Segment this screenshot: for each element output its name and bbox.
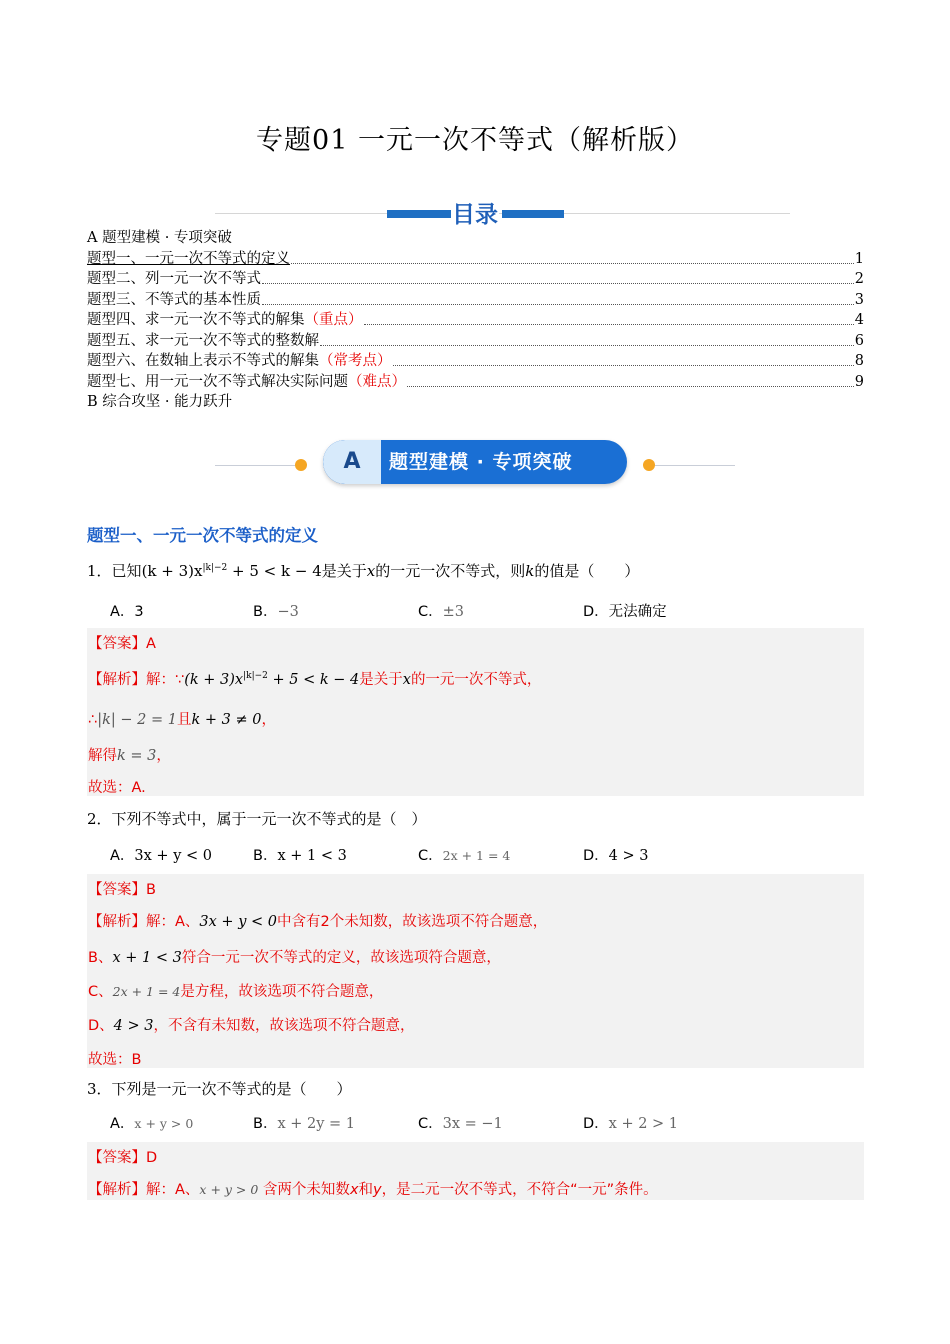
toc-section-a[interactable]: A 题型建模 · 专项突破: [87, 230, 232, 246]
page-title: 专题01 一元一次不等式（解析版）: [256, 125, 694, 156]
banner-dot-left: [295, 459, 307, 471]
banner-dot-right: [643, 459, 655, 471]
q2-answer-box: [87, 874, 864, 1068]
toc-item[interactable]: 题型二、列一元一次不等式 2: [87, 271, 864, 287]
toc-heading-label: 目录: [451, 196, 499, 229]
toc-leader: [291, 249, 854, 264]
question-2: 2．下列不等式中，属于一元一次不等式的是（ ）: [87, 810, 427, 828]
toc-leader: [262, 269, 854, 284]
banner-text: 题型建模 · 专项突破: [389, 451, 573, 473]
question-3: 3．下列是一元一次不等式的是（ ）: [87, 1080, 352, 1098]
q2-analysis-line-2: B、x + 1 < 3符合一元一次不等式的定义，故该选项符合题意，: [88, 950, 501, 966]
q2-analysis-line-5: 故选：B: [88, 1052, 142, 1068]
q2-option-c[interactable]: C．2x + 1 = 4: [418, 848, 511, 864]
q3-option-a[interactable]: A．x + y > 0: [110, 1116, 194, 1132]
banner-line-left: [215, 465, 295, 466]
toc-item[interactable]: 题型一、一元一次不等式的定义 1: [87, 250, 864, 267]
q2-analysis-line-4: D、4 > 3，不含有未知数，故该选项不符合题意，: [88, 1018, 415, 1034]
toc-leader: [364, 310, 854, 325]
q2-option-a[interactable]: A．3x + y < 0: [110, 848, 212, 864]
q2-analysis-line-1: 【解析】解：A、3x + y < 0中含有2个未知数，故该选项不符合题意，: [88, 914, 548, 930]
toc-heading: [215, 196, 790, 230]
toc-leader: [393, 351, 854, 366]
toc-leader: [407, 372, 854, 387]
toc-bar-left: [387, 210, 451, 218]
q2-option-d[interactable]: D．4 > 3: [583, 848, 649, 864]
toc-item[interactable]: 题型五、求一元一次不等式的整数解 6: [87, 332, 864, 349]
q1-option-b[interactable]: B．−3: [253, 604, 299, 620]
toc-section-b[interactable]: B 综合攻坚 · 能力跃升: [87, 394, 233, 410]
q2-answer: 【答案】B: [88, 882, 156, 898]
q1-analysis-line-3: 解得k = 3，: [88, 748, 171, 764]
q1-answer-box: [87, 628, 864, 796]
q3-analysis-line-1: 【解析】解：A、x + y > 0 含两个未知数x和y，是二元一次不等式，不符合“一元”条件。: [88, 1182, 658, 1198]
q3-option-d[interactable]: D．x + 2 > 1: [583, 1116, 679, 1132]
q1-analysis-line-2: ∴|k| − 2 = 1且k + 3 ≠ 0，: [88, 712, 276, 728]
q1-analysis-line-1: 【解析】解：∵(k + $3)x^{|k|-2} + 5 < k - 4$是关于x的一元一次不等式，: [88, 671, 542, 688]
q1-option-d[interactable]: D．无法确定: [583, 604, 667, 620]
toc-item[interactable]: 题型三、不等式的基本性质 3: [87, 291, 864, 308]
toc-bar-right: [502, 210, 564, 218]
section-banner: [215, 440, 735, 488]
q3-answer-box: [87, 1142, 864, 1200]
q2-analysis-line-3: C、2x + 1 = 4是方程，故该选项不符合题意，: [88, 984, 384, 1000]
q1-answer: 【答案】A: [88, 636, 156, 652]
section-title: 题型一、一元一次不等式的定义: [87, 526, 318, 545]
banner-letter: A: [323, 440, 381, 484]
toc-item[interactable]: 题型七、用一元一次不等式解决实际问题 （难点） 9: [87, 373, 864, 390]
q2-option-b[interactable]: B．x + 1 < 3: [253, 848, 347, 864]
q3-option-c[interactable]: C．3x = −1: [418, 1116, 503, 1132]
banner-line-right: [655, 465, 735, 466]
banner-pill: [323, 440, 627, 484]
table-of-contents: [87, 228, 864, 413]
toc-leader: [320, 331, 854, 346]
q3-option-b[interactable]: B．x + 2y = 1: [253, 1116, 356, 1132]
q1-option-c[interactable]: C．±3: [418, 604, 464, 620]
question-1: 1．已知$(k + 3)x^{|k|-2} + 5 < k - 4$是关于x的一元一次不等式，则k的值是（ ）: [87, 562, 640, 580]
q3-answer: 【答案】D: [88, 1150, 158, 1166]
toc-item[interactable]: 题型六、在数轴上表示不等式的解集 （常考点） 8: [87, 353, 864, 369]
q1-analysis-line-4: 故选：A.: [88, 780, 146, 796]
q1-option-a[interactable]: A．3: [110, 604, 144, 620]
toc-item[interactable]: 题型四、求一元一次不等式的解集 （重点） 4: [87, 312, 864, 328]
toc-leader: [262, 290, 854, 305]
